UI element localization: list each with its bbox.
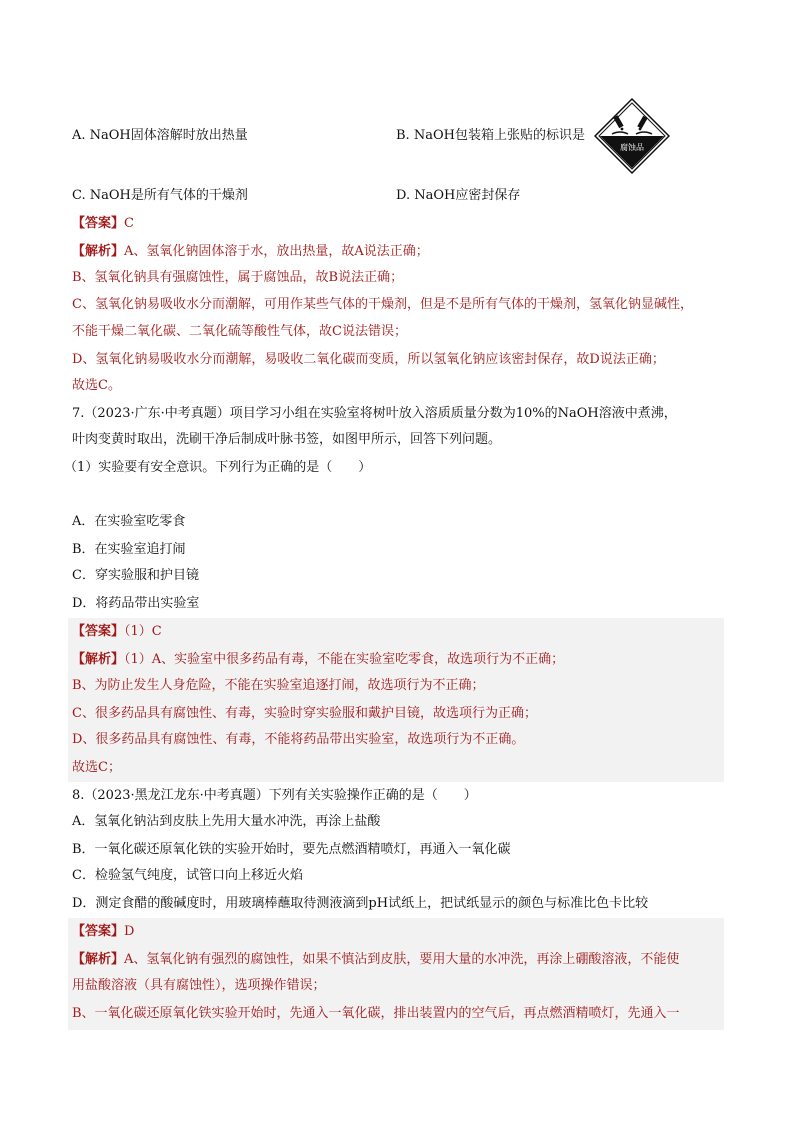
answer-tag: 【答案】 [72,924,125,939]
hazard-label: 腐蚀品 [620,143,644,152]
q6-option-c: C. NaOH是所有气体的干燥剂 [72,188,248,203]
q6-option-d: D. NaOH应密封保存 [396,188,521,203]
q7-stem-line1: 7.（2023·广东·中考真题）项目学习小组在实验室将树叶放入溶质质量分数为10%的NaOH溶液中煮沸， [72,406,677,421]
q8-analysis-line: B、一氧化碳还原氧化铁实验开始时，先通入一氧化碳，排出装置内的空气后，再点燃酒精喷灯，先通入一 [72,1006,680,1021]
q8-option-d: D．测定食醋的酸碱度时，用玻璃棒蘸取待测液滴到pH试纸上，把试纸显示的颜色与标准比色卡比较 [72,896,649,911]
q6-analysis-line: 不能干燥二氧化碳、二氧化硫等酸性气体，故C说法错误； [72,324,407,339]
q7-option-c: C．穿实验服和护目镜 [72,568,199,583]
q7-option-a: A．在实验室吃零食 [72,514,186,529]
q7-analysis-line: 故选C； [72,760,121,775]
q8-option-b: B．一氧化碳还原氧化铁的实验开始时，要先点燃酒精喷灯，再通入一氧化碳 [72,842,511,857]
answer-value: D [124,924,135,939]
q7-analysis-line: 【解析】（1）A、实验室中很多药品有毒，不能在实验室吃零食，故选项行为不正确； [72,652,565,667]
q7-answer [72,622,162,642]
q8-stem: 8.（2023·黑龙江龙东·中考真题）下列有关实验操作正确的是（ ） [72,788,477,803]
analysis-tag: 【解析】 [72,652,125,667]
q6-answer [72,214,134,234]
answer-tag: 【答案】 [72,216,125,231]
q7-option-d: D．将药品带出实验室 [72,596,200,611]
answer-value: C [124,216,134,231]
q7-answer-highlight [68,618,724,782]
q6-analysis-line: D、氢氧化钠易吸收水分而潮解，易吸收二氧化碳而变质，所以氢氧化钠应该密封保存，故D说法正确； [72,352,665,367]
q6-analysis-line: 【解析】A、氢氧化钠固体溶于水，放出热量，故A说法正确； [72,244,429,259]
q7-analysis-line: B、为防止发生人身危险，不能在实验室追逐打闹，故选项行为不正确； [72,678,485,693]
answer-tag: 【答案】 [72,624,125,639]
corrosive-hazard-icon [594,98,670,174]
answer-value: （1）C [124,624,162,639]
q6-analysis-line: C、氢氧化钠易吸收水分而潮解，可用作某些气体的干燥剂，但是不是所有气体的干燥剂，氢氧化钠显碱性， [72,297,693,312]
q6-analysis-line: 故选C。 [72,378,121,393]
q7-option-b: B．在实验室追打闹 [72,542,186,557]
q8-option-c: C．检验氢气纯度，试管口向上移近火焰 [72,868,303,883]
q8-analysis-line: 【解析】A、氢氧化钠有强烈的腐蚀性，如果不慎沾到皮肤，要用大量的水冲洗，再涂上硼酸溶液，不能使 [72,952,680,967]
analysis-tag: 【解析】 [72,952,125,967]
q7-analysis-line: D、很多药品具有腐蚀性、有毒，不能将药品带出实验室，故选项行为不正确。 [72,732,525,747]
q6-option-b: B. NaOH包装箱上张贴的标识是 [396,128,585,143]
q6-option-a: A. NaOH固体溶解时放出热量 [72,128,248,143]
q7-analysis-line: C、很多药品具有腐蚀性、有毒，实验时穿实验服和戴护目镜，故选项行为正确； [72,706,537,721]
q8-analysis-line: 用盐酸溶液（具有腐蚀性），选项操作错误； [72,978,326,993]
q8-answer [72,922,134,942]
q7-stem-line2: 叶肉变黄时取出，洗刷干净后制成叶脉书签，如图甲所示，回答下列问题。 [72,432,502,447]
q6-analysis-line: B、氢氧化钠具有强腐蚀性，属于腐蚀品，故B说法正确； [72,270,404,285]
q8-option-a: A．氢氧化钠沾到皮肤上先用大量水冲洗，再涂上盐酸 [72,814,381,829]
analysis-tag: 【解析】 [72,244,125,259]
q7-sub-question: （1）实验要有安全意识。下列行为正确的是（ ） [64,460,372,475]
